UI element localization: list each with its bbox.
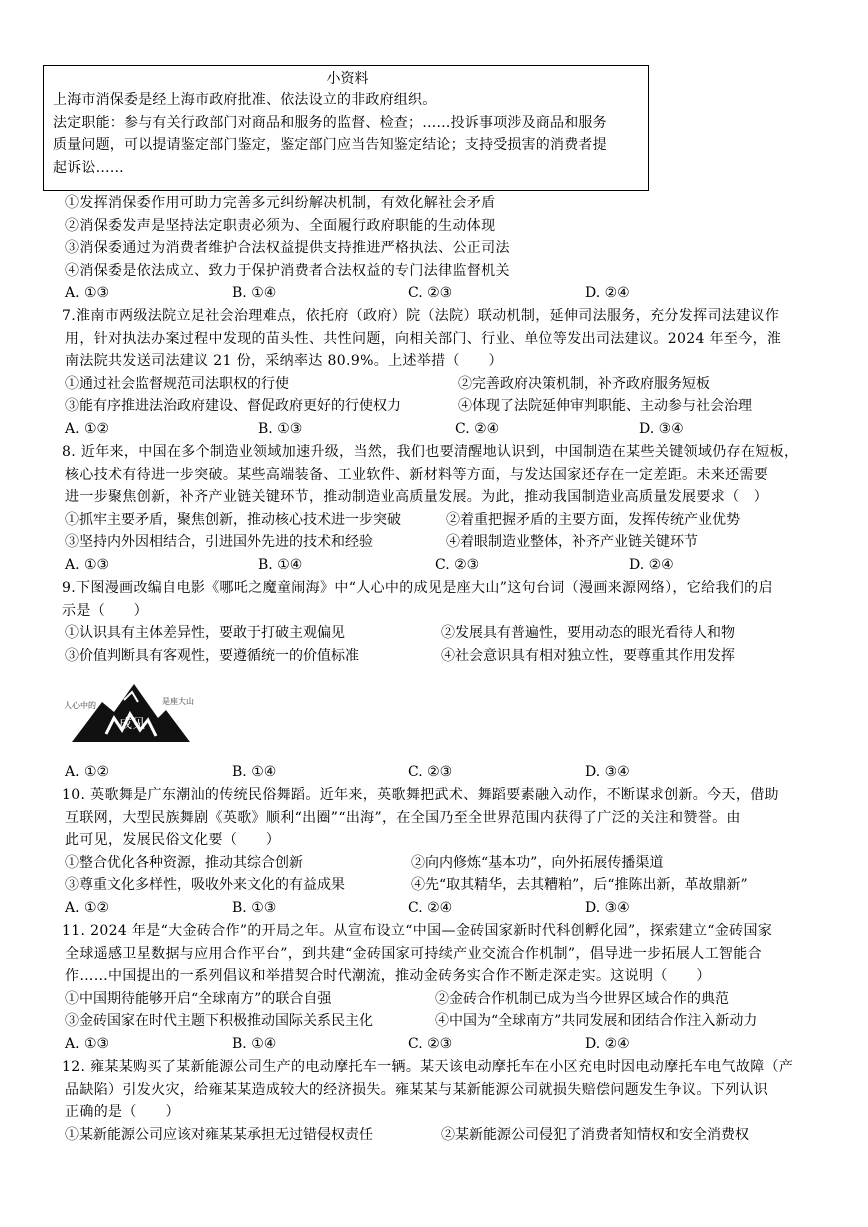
q8-stem: 核心技术有待进一步突破。某些高端装备、工业软件、新材料等方面，与发达国家还存在一定差距。未来还需要 (65, 466, 769, 483)
q8-option-row (62, 531, 817, 554)
q7-stem: 南法院共发送司法建议 21 份，采纳率达 80.9%。上述举措（ ） (65, 353, 503, 370)
answer-d[interactable]: D. ②④ (629, 556, 674, 573)
question-10 (62, 784, 817, 920)
q7-option: ④体现了法院延伸审判职能、主动参与社会治理 (458, 398, 752, 415)
answer-a[interactable]: A. ①② (65, 764, 110, 780)
q9-stem: 9.下图漫画改编自电影《哪吒之魔童闹海》中“人心中的成见是座大山”这句台词（漫画来源网络），它给我们的启 (62, 580, 773, 596)
q11-option-row (62, 988, 817, 1011)
answer-a[interactable]: A. ①③ (65, 556, 110, 573)
answer-d[interactable]: D. ②④ (585, 1035, 630, 1052)
q9-answers (65, 761, 820, 784)
answer-c[interactable]: C. ②④ (408, 899, 453, 916)
answer-c[interactable]: C. ②③ (435, 556, 480, 573)
q8-option: ③坚持内外因相结合，引进国外先进的技术和经验 (65, 534, 373, 551)
q9-option-row (62, 622, 817, 645)
q9-option: ④社会意识具有相对独立性，要尊重其作用发挥 (441, 647, 735, 664)
question-7 (62, 305, 817, 441)
info-box (43, 65, 649, 191)
q11-option-row (62, 1010, 817, 1033)
q12-option: ②某新能源公司侵犯了消费者知情权和安全消费权 (441, 1126, 749, 1143)
answer-b[interactable]: B. ①④ (232, 1035, 277, 1052)
q10-stem: 互联网，大型民族舞剧《英歌》顺利“出圈”“出海”，在全国乃至全世界范围内获得了广泛的关注和赞誉。由 (65, 809, 741, 826)
q8-option: ④着眼制造业整体，补齐产业链关键环节 (446, 534, 698, 551)
q12-option: ①某新能源公司应该对雍某某承担无过错侵权责任 (65, 1126, 373, 1143)
comic-left-text: 人心中的 (64, 701, 96, 710)
answer-a[interactable]: A. ①③ (65, 1035, 110, 1052)
answer-b[interactable]: B. ①③ (232, 899, 277, 916)
q10-option-row (62, 874, 817, 897)
q8-option-row (62, 509, 817, 532)
q11-option: ①中国期待能够开启“全球南方”的联合自强 (65, 990, 332, 1007)
q7-option-row (62, 373, 817, 396)
q9-stem: 示是（ ） (62, 602, 149, 619)
q6-option: ④消保委是依法成立、致力于保护消费者合法权益的专门法律监督机关 (65, 262, 510, 279)
answer-d[interactable]: D. ③④ (585, 899, 630, 916)
q11-answer-row (62, 1033, 817, 1056)
q8-option: ②着重把握矛盾的主要方面，发挥传统产业优势 (446, 511, 740, 528)
answer-b[interactable]: B. ①④ (232, 285, 277, 302)
answer-a[interactable]: A. ①② (65, 899, 110, 916)
q6-option: ③消保委通过为消费者维护合法权益提供支持推进严格执法、公正司法 (65, 240, 510, 257)
q7-option: ③能有序推进法治政府建设、督促政府更好的行使权力 (65, 398, 401, 415)
mountain-illustration-icon (62, 678, 197, 748)
q7-answer-row (62, 418, 817, 441)
q10-option: ①整合优化各种资源，推动其综合创新 (65, 854, 303, 871)
answer-c[interactable]: C. ②③ (408, 764, 453, 780)
q8-option: ①抓牢主要矛盾，聚焦创新，推动核心技术进一步突破 (65, 511, 401, 528)
q7-stem: 用，针对执法办案过程中发现的苗头性、共性问题，向相关部门、行业、单位等发出司法建议。2024 年至今，淮 (65, 330, 782, 347)
answer-c[interactable]: C. ②③ (408, 1035, 453, 1052)
info-box-line: 法定职能：参与有关行政部门对商品和服务的监督、检查；……投诉事项涉及商品和服务 (53, 114, 607, 131)
comic-mountain-image (62, 678, 197, 748)
info-box-line: 上海市消保委是经上海市政府批准、依法设立的非政府组织。 (53, 92, 437, 108)
q12-stem: 正确的是（ ） (65, 1104, 180, 1121)
q11-option: ④中国为“全球南方”共同发展和团结合作注入新动力 (435, 1013, 758, 1030)
q6-option: ①发挥消保委作用可助力完善多元纠纷解决机制，有效化解社会矛盾 (65, 195, 496, 211)
q9-option: ①认识具有主体差异性，要敢于打破主观偏见 (65, 625, 345, 642)
q11-option: ③金砖国家在时代主题下积极推动国际关系民主化 (65, 1013, 373, 1030)
q9-answer-row (65, 761, 820, 784)
q8-stem: 8. 近年来，中国在多个制造业领域加速升级，当然，我们也要清醒地认识到，中国制造在某些关键领域仍存在短板， (62, 444, 799, 460)
answer-d[interactable]: D. ③④ (585, 764, 630, 780)
q11-stem: 全球遥感卫星数据与应用合作平台”，到共建“金砖国家可持续产业交流合作机制”，倡导进一步拓展人工智能合 (65, 945, 762, 962)
q11-stem: 作……中国提出的一系列倡议和举措契合时代潮流，推动金砖务实合作不断走深走实。这说明（ ） (65, 968, 711, 985)
q12-stem: 12. 雍某某购买了某新能源公司生产的电动摩托车一辆。某天该电动摩托车在小区充电时因电动摩托车电气故障（产 (62, 1059, 794, 1075)
q7-option-row (62, 395, 817, 418)
answer-c[interactable]: C. ②④ (455, 420, 500, 437)
q6-answer-row (65, 282, 820, 305)
q10-answer-row (62, 897, 817, 920)
question-11 (62, 920, 817, 1056)
q10-stem: 此可见，发展民俗文化要（ ） (65, 832, 281, 849)
question-12 (62, 1056, 817, 1146)
q11-option: ②金砖合作机制已成为当今世界区域合作的典范 (435, 990, 729, 1007)
answer-b[interactable]: B. ①④ (232, 764, 277, 780)
q8-stem: 进一步聚焦创新，补齐产业链关键环节，推动制造业高质量发展。为此，推动我国制造业高质量发展要求（ ） (65, 489, 769, 506)
q7-stem: 7.淮南市两级法院立足社会治理难点，依托府（政府）院（法院）联动机制，延伸司法服务，充分发挥司法建议作 (62, 308, 780, 324)
answer-a[interactable]: A. ①② (65, 420, 110, 437)
q6-option: ②消保委发声是坚持法定职责必须为、全面履行政府职能的生动体现 (65, 217, 496, 234)
q9-option: ②发展具有普遍性，要用动态的眼光看待人和物 (441, 625, 735, 642)
info-box-line: 质量问题，可以提请鉴定部门鉴定，鉴定部门应当告知鉴定结论；支持受损害的消费者提 (53, 137, 607, 154)
q9-option-row (62, 645, 817, 668)
q12-option-row (62, 1124, 817, 1147)
answer-b[interactable]: B. ①④ (258, 556, 303, 573)
q9-option: ③价值判断具有客观性，要遵循统一的价值标准 (65, 647, 359, 664)
answer-c[interactable]: C. ②③ (408, 285, 453, 302)
q10-option: ②向内修炼“基本功”，向外拓展传播渠道 (411, 854, 664, 871)
q10-stem: 10. 英歌舞是广东潮汕的传统民俗舞蹈。近年来，英歌舞把武术、舞蹈要素融入动作，不断谋求创新。今天，借助 (62, 787, 779, 803)
q8-answer-row (62, 554, 817, 577)
q10-option-row (62, 852, 817, 875)
question-8 (62, 441, 817, 577)
answer-b[interactable]: B. ①③ (258, 420, 303, 437)
q12-stem: 品缺陷）引发火灾，给雍某某造成较大的经济损失。雍某某与某新能源公司就损失赔偿问题发生争议。下列认识 (65, 1081, 769, 1098)
comic-center-text: 成见 (119, 717, 146, 732)
q10-option: ③尊重文化多样性，吸收外来文化的有益成果 (65, 877, 345, 894)
q7-option: ②完善政府决策机制，补齐政府服务短板 (458, 375, 710, 392)
answer-d[interactable]: D. ②④ (585, 285, 630, 302)
q11-stem: 11. 2024 年是“大金砖合作”的开局之年。从宣布设立“中国—金砖国家新时代科创孵化园”，探索建立“金砖国家 (62, 923, 773, 939)
comic-right-text: 是座大山 (162, 697, 194, 706)
q10-option: ④先“取其精华，去其糟粕”，后“推陈出新，革故鼎新” (411, 877, 748, 894)
question-9 (62, 577, 817, 667)
info-box-title: 小资料 (326, 71, 369, 87)
question-6 (65, 192, 820, 305)
answer-a[interactable]: A. ①③ (65, 285, 110, 302)
answer-d[interactable]: D. ③④ (639, 420, 684, 437)
q7-option: ①通过社会监督规范司法职权的行使 (65, 375, 289, 392)
info-box-line: 起诉讼…… (53, 159, 124, 176)
